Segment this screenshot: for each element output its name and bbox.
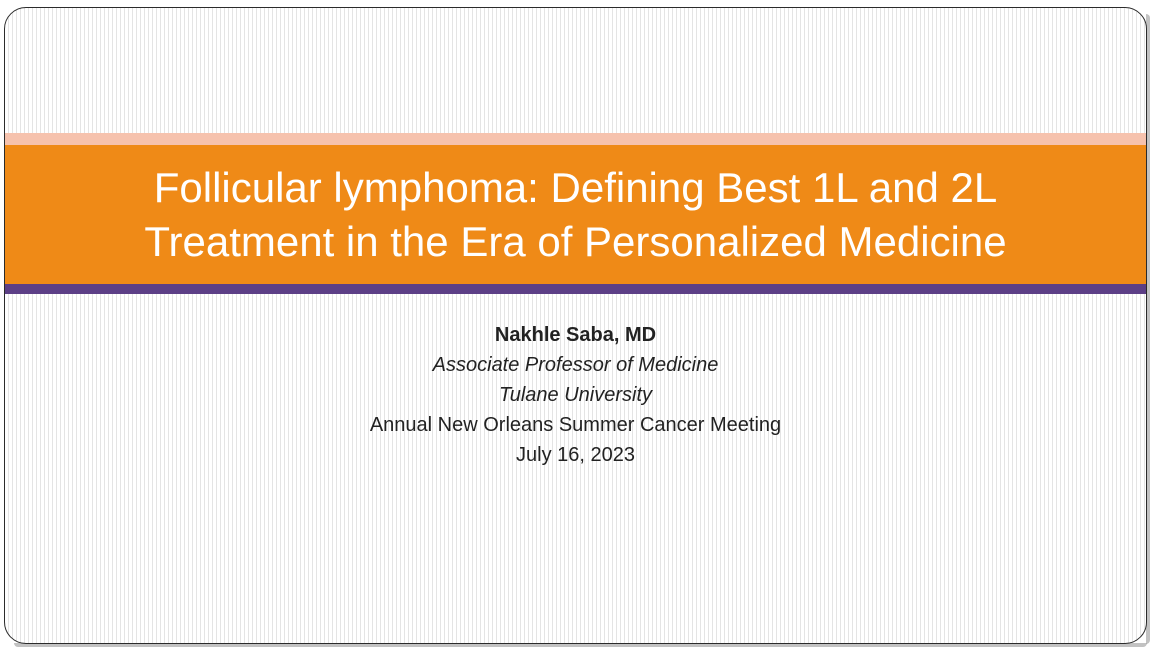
presenter-name: Nakhle Saba, MD: [494, 324, 657, 346]
slide-title-line-2: Treatment in the Era of Personalized Medicine: [144, 217, 1007, 265]
title-accent-stripe-top: [5, 133, 1146, 145]
presenter-affiliation: Tulane University: [498, 384, 653, 406]
presenter-role: Associate Professor of Medicine: [432, 354, 719, 376]
title-band: [5, 145, 1146, 284]
slide-title-line-1: Follicular lymphoma: Defining Best 1L and 2L: [153, 163, 998, 211]
title-accent-stripe-bottom: [5, 284, 1146, 294]
event-date: July 16, 2023: [516, 444, 635, 466]
slide-title: [56, 161, 1096, 269]
event-name: Annual New Orleans Summer Cancer Meeting: [369, 414, 782, 436]
subtitle-block: [5, 320, 1146, 470]
slide: [4, 7, 1147, 644]
